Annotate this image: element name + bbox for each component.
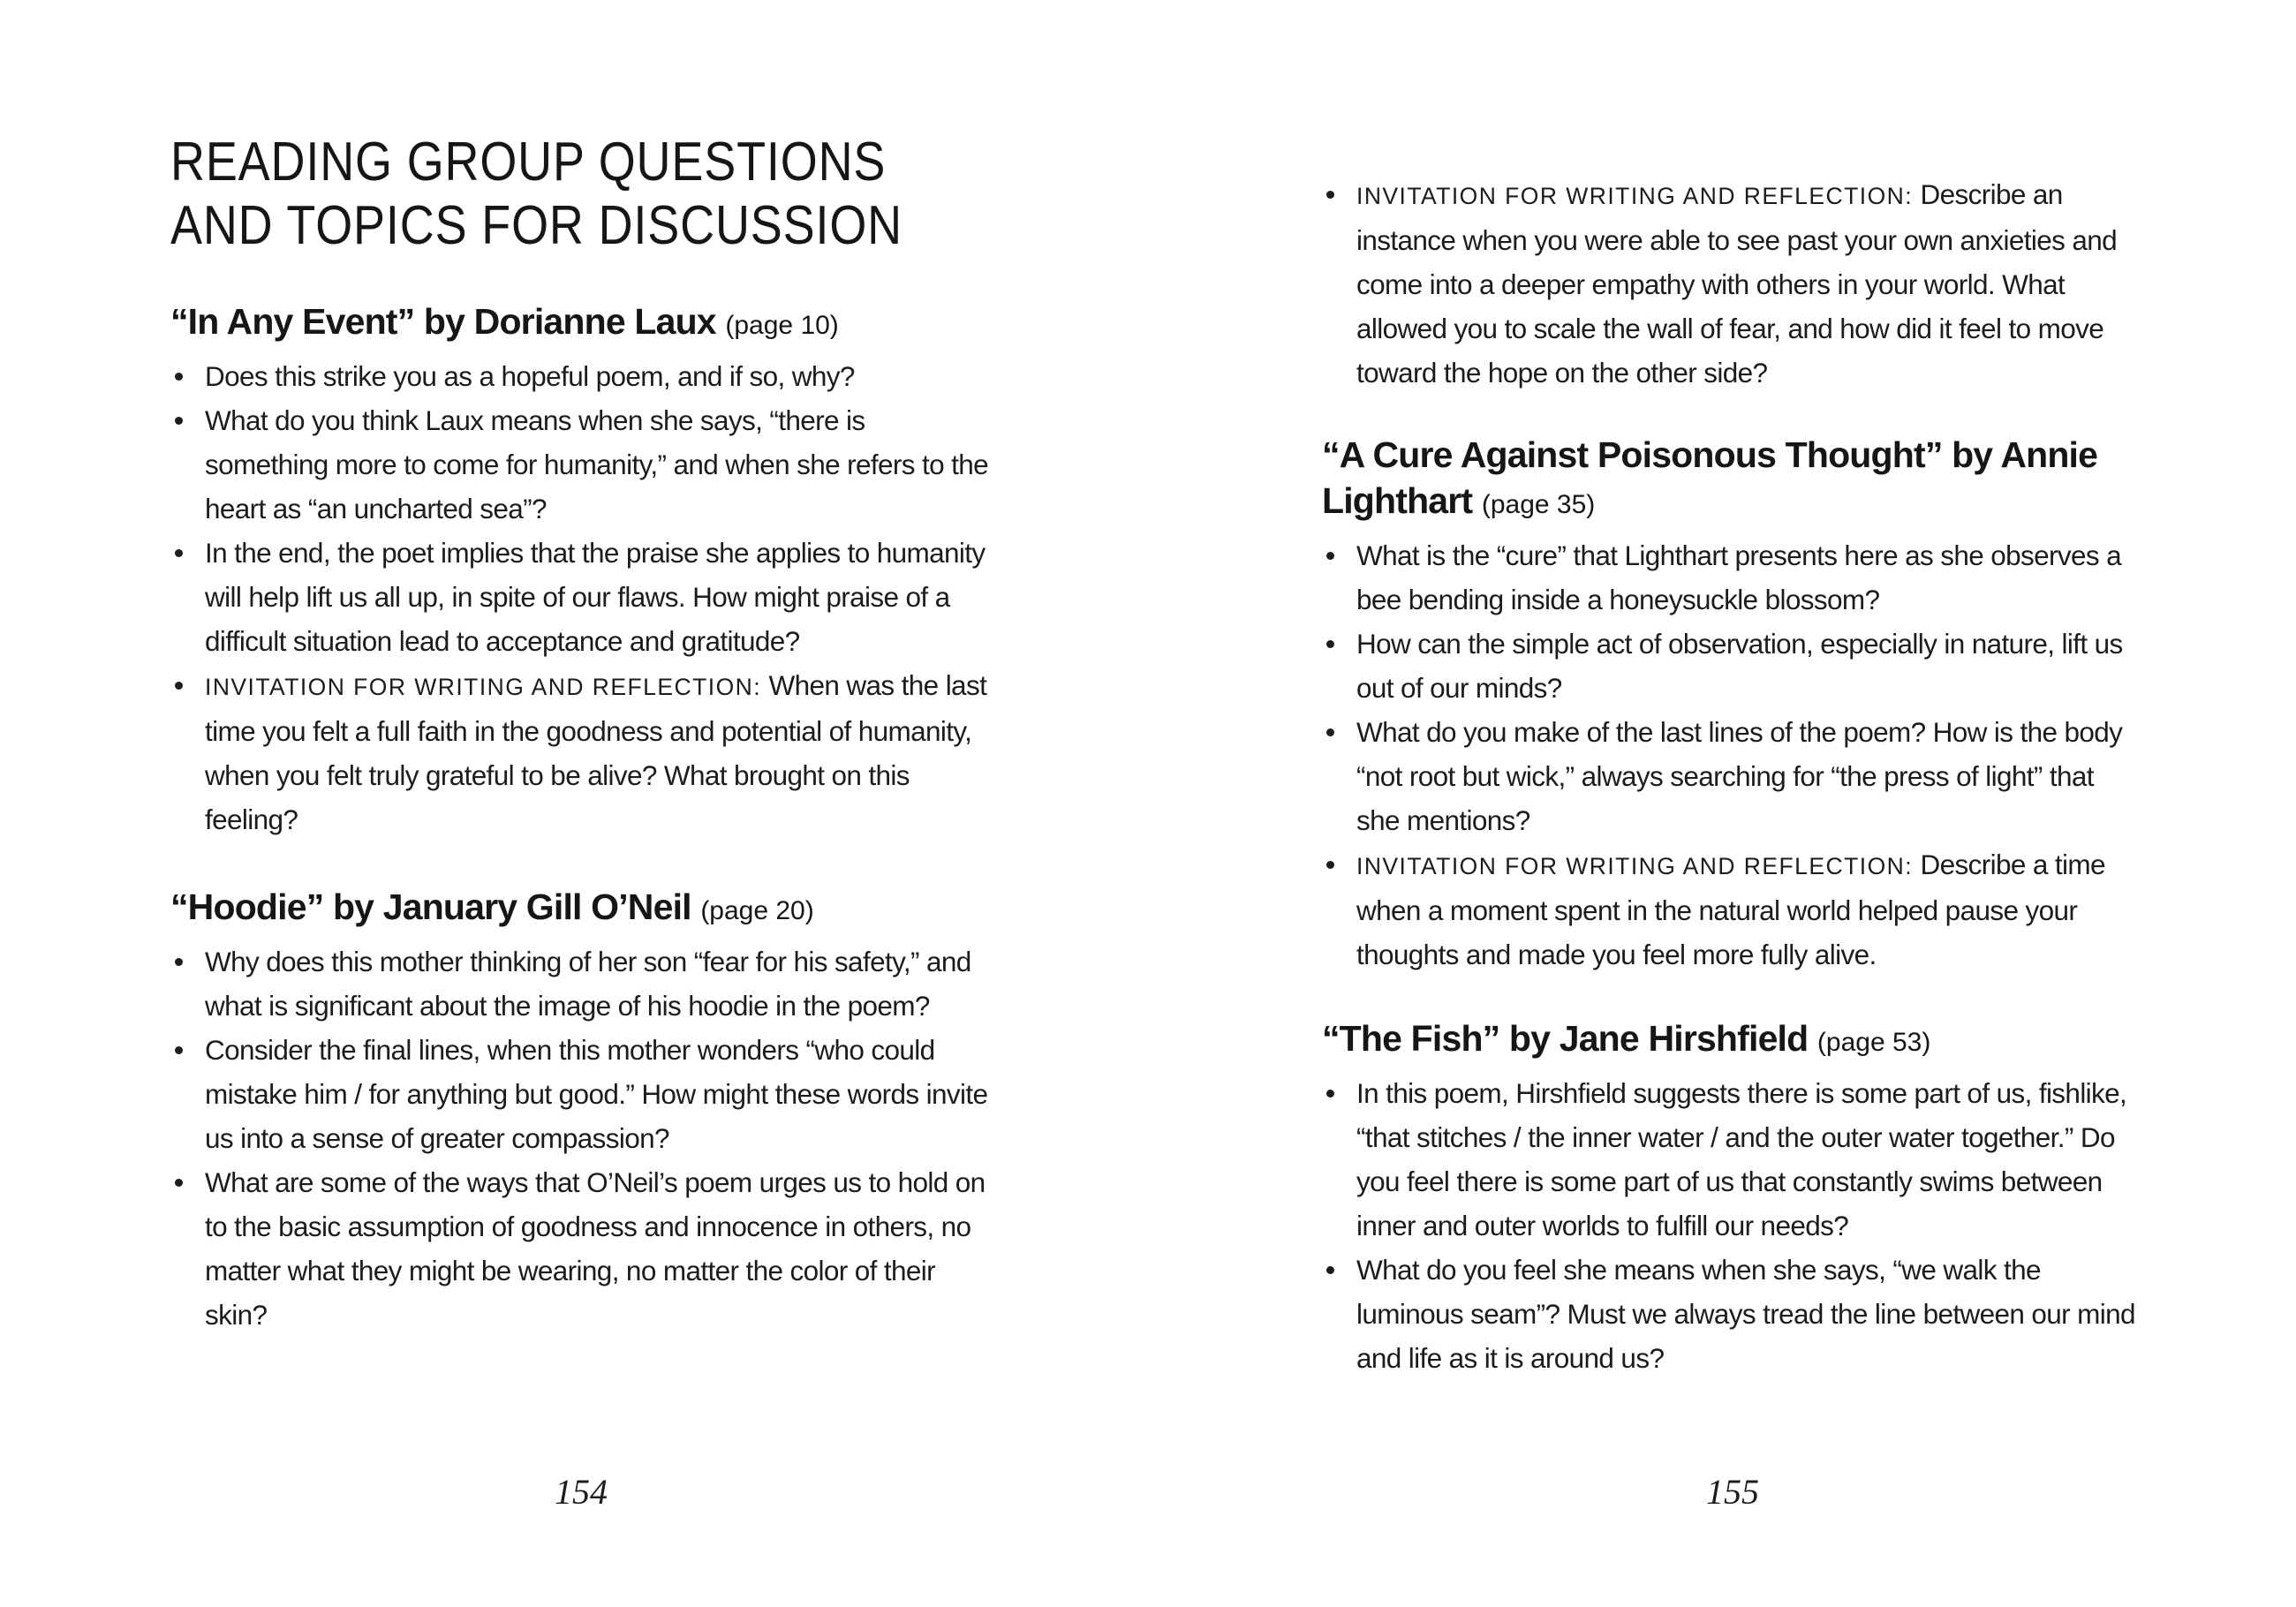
bullet-text: How can the simple act of observation, especially in nature, lift us out of our minds? [1356,628,2123,704]
section-the-fish [1322,1015,2143,1380]
bullet-text: Describe an instance when you were able to see past your own anxieties and come into a deeper empathy with others in your world. What allowed you to scale the wall of fear, and how did it feel to move toward the hope on the other side? [1356,178,2117,389]
bullet-item [205,1160,992,1337]
bullet-item [1356,172,2143,395]
section-hoodie [170,884,992,1337]
book-title-line-2: AND TOPICS FOR DISCUSSION [170,195,903,256]
question-list [170,354,992,841]
bullet-item [205,398,992,531]
page-number: 154 [555,1472,608,1512]
section-in-any-event [170,298,992,841]
poem-title: “A Cure Against Poisonous Thought” by Annie Lighthart [1322,434,2098,521]
bullet-item [205,531,992,663]
page-number: 155 [1706,1472,1759,1512]
bullet-text: In this poem, Hirshfield suggests there is some part of us, fishlike, “that stitches / the inner water / and the outer water together.” Do you feel there is some part of us that constantly swims between inner and outer worlds to fulfill our needs? [1356,1077,2127,1241]
bullet-item [1356,1071,2143,1248]
bullet-item [1356,710,2143,842]
page-left [170,131,992,1579]
section-heading [1322,1015,2143,1066]
bullet-text: What do you feel she means when she says, “we walk the luminous seam”? Must we always tread the line between our mind and life as it is around us? [1356,1254,2135,1374]
bullet-text: Describe a time when a moment spent in the natural world helped pause your thoughts and made you feel more fully alive. [1356,849,2105,970]
section-heading [170,298,992,349]
page-ref: (page 53) [1816,1028,1931,1057]
question-list [170,939,992,1337]
bullet-item [1356,842,2143,977]
bullet-item [1356,622,2143,710]
bullet-text: In the end, the poet implies that the praise she applies to humanity will help lift us all up, in spite of our flaws. How might praise of a difficult situation lead to acceptance and gratitude? [205,537,986,657]
poem-title: “The Fish” by Jane Hirshfield [1322,1018,1809,1059]
page-title [170,131,992,258]
page-ref: (page 10) [725,311,839,340]
question-list [1322,533,2143,977]
bullet-text: Consider the final lines, when this mother wonders “who could mistake him / for anything but good.” How might these words invite us into a sense of greater compassion? [205,1034,988,1154]
book-title-line-1: READING GROUP QUESTIONS [170,132,887,192]
page-right [1322,172,2143,1585]
bullet-text: Does this strike you as a hopeful poem, and if so, why? [205,360,855,392]
book-title [170,131,992,258]
invitation-lead: INVITATION FOR WRITING AND REFLECTION: [205,674,762,700]
page-ref: (page 20) [700,896,814,925]
bullet-item [1356,533,2143,622]
poem-title: “In Any Event” by Dorianne Laux [170,301,716,342]
bullet-item [205,663,992,841]
bullet-item [1356,1248,2143,1380]
invitation-lead: INVITATION FOR WRITING AND REFLECTION: [1356,183,1914,209]
bullet-item [205,939,992,1028]
bullet-text: What is the “cure” that Lighthart presents here as she observes a bee bending inside a honeysuckle blossom? [1356,539,2122,615]
question-list-continued [1322,172,2143,395]
invitation-lead: INVITATION FOR WRITING AND REFLECTION: [1356,853,1914,879]
bullet-text: When was the last time you felt a full faith in the goodness and potential of humanity, when you felt truly grateful to be alive? What brought on this feeling? [205,669,987,835]
section-heading [170,884,992,934]
section-a-cure-against-poisonous-thought [1322,432,2143,977]
bullet-text: What do you make of the last lines of the poem? How is the body “not root but wick,” always searching for “the press of light” that she mentions? [1356,716,2123,836]
question-list [1322,1071,2143,1380]
bullet-item [205,354,992,398]
bullet-item [205,1028,992,1160]
bullet-text: What are some of the ways that O’Neil’s poem urges us to hold on to the basic assumption of goodness and innocence in others, no matter what they might be wearing, no matter the color of their skin? [205,1166,986,1331]
poem-title: “Hoodie” by January Gill O’Neil [170,886,691,927]
page-ref: (page 35) [1481,490,1596,519]
bullet-text: What do you think Laux means when she says, “there is something more to come for humanity,” and when she refers to the heart as “an uncharted sea”? [205,404,989,524]
section-heading [1322,432,2143,528]
bullet-text: Why does this mother thinking of her son “fear for his safety,” and what is significant about the image of his hoodie in the poem? [205,946,971,1022]
